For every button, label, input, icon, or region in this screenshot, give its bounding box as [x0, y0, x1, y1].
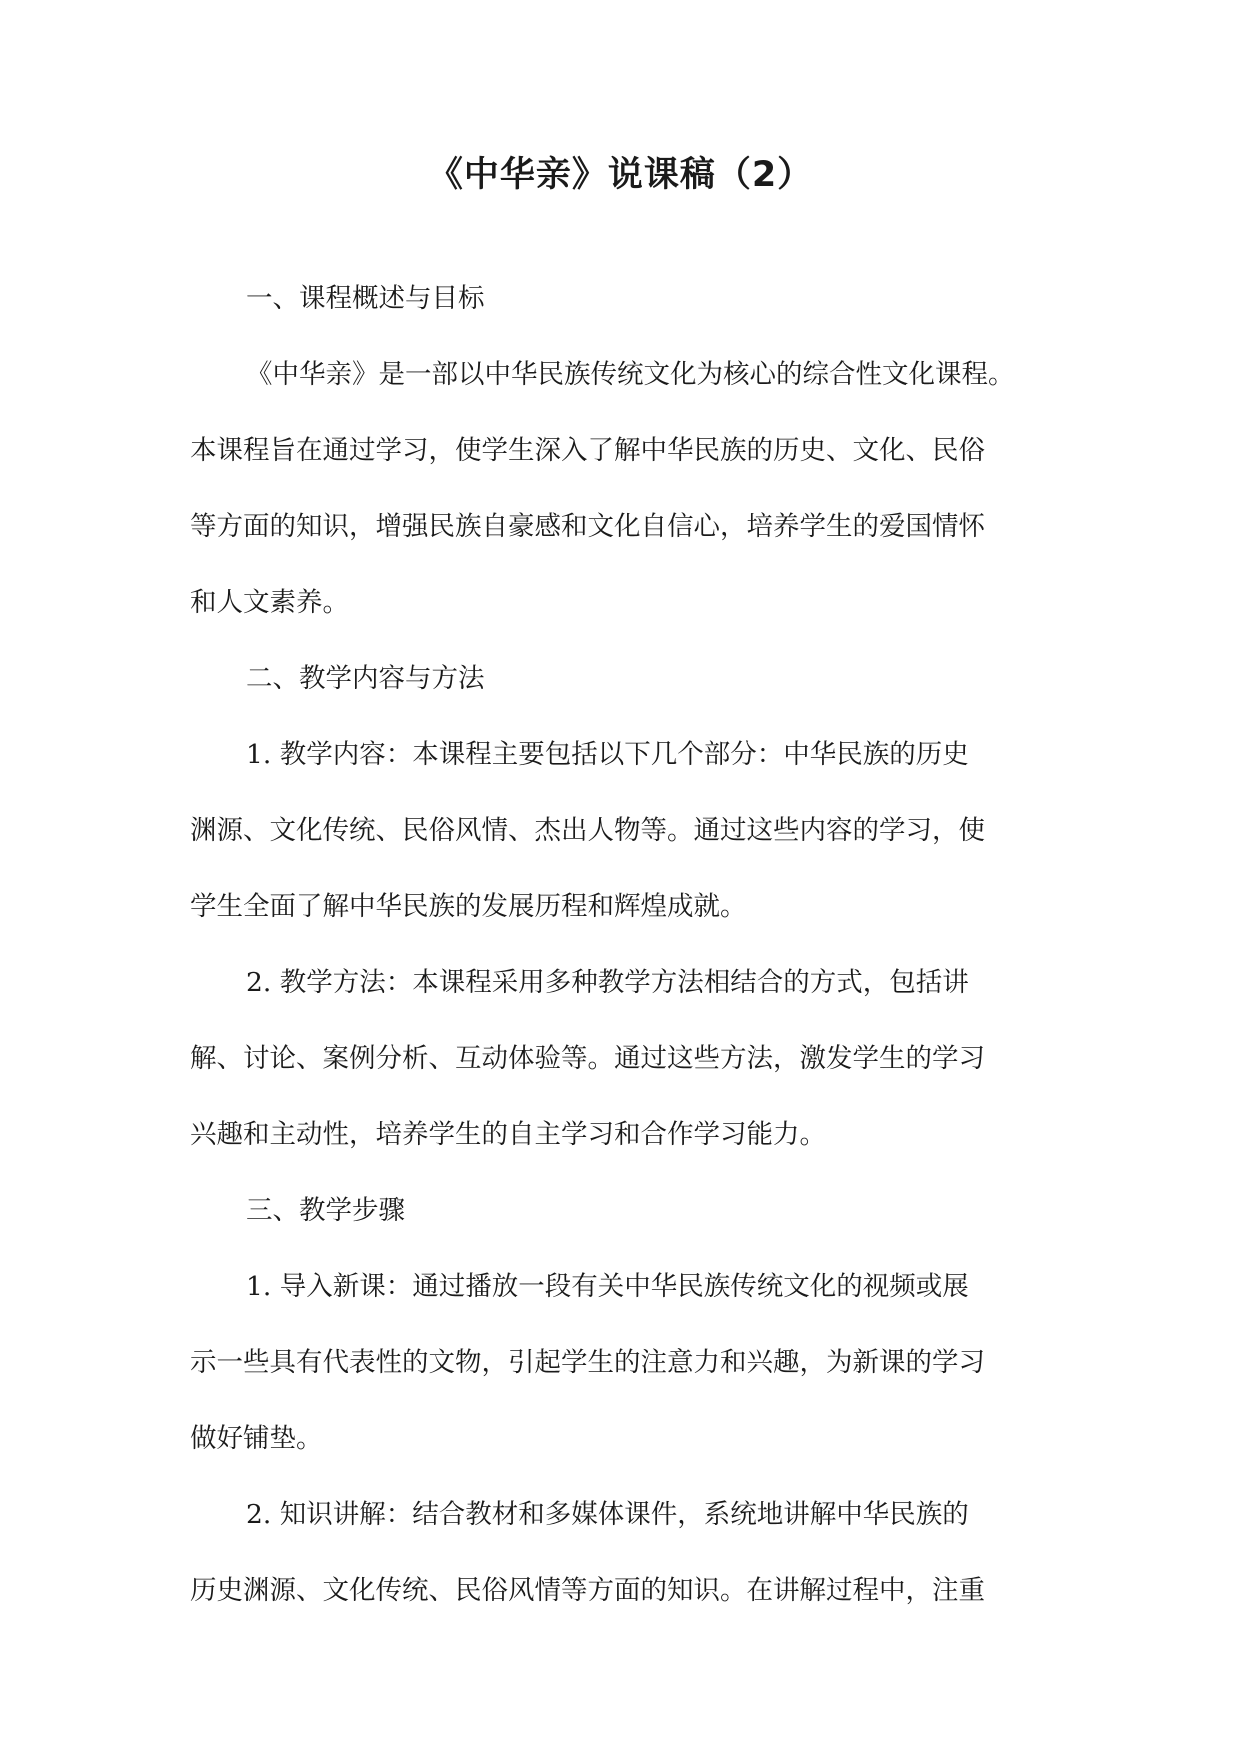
paragraph-line: 2. 知识讲解：结合教材和多媒体课件，系统地讲解中华民族的: [246, 1499, 969, 1530]
document-title: 《中华亲》说课稿（2）: [427, 155, 814, 195]
paragraph-line: 等方面的知识，增强民族自豪感和文化自信心，培养学生的爱国情怀: [190, 511, 985, 542]
paragraph-line: 1. 教学内容：本课程主要包括以下几个部分：中华民族的历史: [246, 739, 969, 770]
paragraph-line: 1. 导入新课：通过播放一段有关中华民族传统文化的视频或展: [246, 1271, 969, 1302]
paragraph-line: 《中华亲》是一部以中华民族传统文化为核心的综合性文化课程。: [246, 359, 1015, 390]
section-heading-1: 一、课程概述与目标: [246, 283, 485, 314]
paragraph-line: 示一些具有代表性的文物，引起学生的注意力和兴趣，为新课的学习: [190, 1347, 985, 1378]
paragraph-line: 渊源、文化传统、民俗风情、杰出人物等。通过这些内容的学习，使: [190, 815, 985, 846]
paragraph-line: 兴趣和主动性，培养学生的自主学习和合作学习能力。: [190, 1119, 826, 1150]
paragraph-line: 做好铺垫。: [190, 1423, 323, 1454]
paragraph-line: 学生全面了解中华民族的发展历程和辉煌成就。: [190, 891, 747, 922]
paragraph-line: 2. 教学方法：本课程采用多种教学方法相结合的方式，包括讲: [246, 967, 969, 998]
paragraph-line: 和人文素养。: [190, 587, 349, 618]
section-heading-2: 二、教学内容与方法: [246, 663, 485, 694]
paragraph-line: 历史渊源、文化传统、民俗风情等方面的知识。在讲解过程中，注重: [190, 1575, 985, 1606]
paragraph-line: 本课程旨在通过学习，使学生深入了解中华民族的历史、文化、民俗: [190, 435, 985, 466]
section-heading-3: 三、教学步骤: [246, 1195, 405, 1226]
paragraph-line: 解、讨论、案例分析、互动体验等。通过这些方法，激发学生的学习: [190, 1043, 985, 1074]
